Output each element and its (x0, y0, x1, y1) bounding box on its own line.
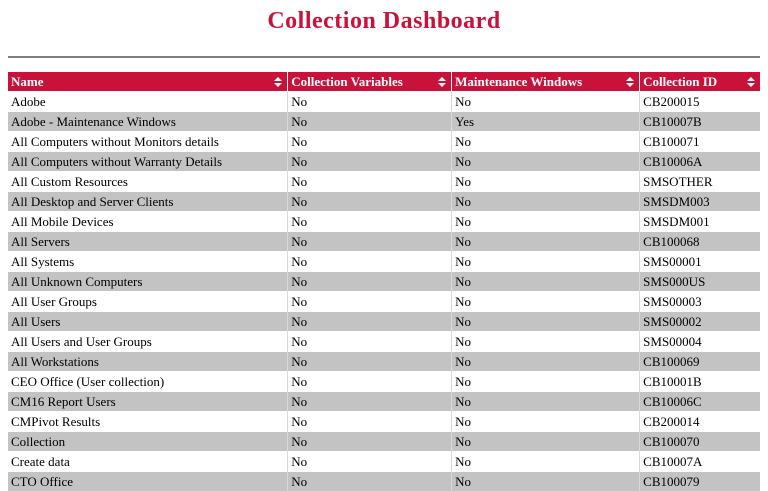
cell-collection-variables: No (288, 132, 452, 152)
cell-collection-id: SMS00002 (640, 312, 760, 332)
table-row (8, 292, 760, 312)
cell-collection-variables: No (288, 152, 452, 172)
table-row (8, 432, 760, 452)
cell-name: CMPivot Results (8, 412, 288, 432)
cell-maintenance-windows: No (452, 132, 640, 152)
cell-collection-id: CB10007B (640, 112, 760, 132)
cell-collection-variables: No (288, 392, 452, 412)
table-row (8, 112, 760, 132)
table-row (8, 132, 760, 152)
column-header-label: Collection Variables (291, 74, 403, 89)
table-row (8, 172, 760, 192)
table-body (8, 92, 760, 491)
cell-maintenance-windows: No (452, 352, 640, 372)
column-header-collection-variables[interactable] (288, 72, 452, 92)
cell-collection-variables: No (288, 92, 452, 112)
cell-name: CEO Office (User collection) (8, 372, 288, 392)
cell-collection-variables: No (288, 272, 452, 292)
cell-collection-variables: No (288, 432, 452, 452)
cell-collection-id: CB200014 (640, 412, 760, 432)
cell-name: Adobe - Maintenance Windows (8, 112, 288, 132)
cell-maintenance-windows: No (452, 152, 640, 172)
cell-collection-variables: No (288, 352, 452, 372)
cell-maintenance-windows: Yes (452, 112, 640, 132)
cell-name: Collection (8, 432, 288, 452)
cell-name: CTO Office (8, 472, 288, 491)
table-row (8, 452, 760, 472)
cell-maintenance-windows: No (452, 232, 640, 252)
sort-updown-icon[interactable] (274, 77, 282, 87)
cell-collection-variables: No (288, 172, 452, 192)
table-row (8, 192, 760, 212)
table-row (8, 372, 760, 392)
column-header-label: Collection ID (643, 74, 717, 89)
sort-updown-icon[interactable] (747, 77, 755, 87)
cell-collection-id: CB100070 (640, 432, 760, 452)
cell-collection-variables: No (288, 232, 452, 252)
cell-name: All Users and User Groups (8, 332, 288, 352)
table-row (8, 212, 760, 232)
cell-collection-id: SMSDM001 (640, 212, 760, 232)
table-row (8, 272, 760, 292)
cell-collection-id: CB200015 (640, 92, 760, 112)
cell-maintenance-windows: No (452, 92, 640, 112)
table-row (8, 412, 760, 432)
cell-name: All Computers without Warranty Details (8, 152, 288, 172)
column-header-collection-id[interactable] (640, 72, 760, 92)
collections-table (8, 72, 760, 491)
column-header-label: Maintenance Windows (455, 74, 582, 89)
table-row (8, 472, 760, 491)
cell-maintenance-windows: No (452, 252, 640, 272)
cell-collection-variables: No (288, 372, 452, 392)
table-row (8, 252, 760, 272)
cell-maintenance-windows: No (452, 472, 640, 491)
cell-collection-variables: No (288, 472, 452, 491)
table-row (8, 392, 760, 412)
table-row (8, 232, 760, 252)
cell-name: All Users (8, 312, 288, 332)
cell-collection-id: SMS00001 (640, 252, 760, 272)
table-header (8, 72, 760, 92)
cell-name: All Custom Resources (8, 172, 288, 192)
horizontal-rule (8, 56, 760, 58)
cell-name: Adobe (8, 92, 288, 112)
cell-maintenance-windows: No (452, 172, 640, 192)
cell-collection-id: CB10001B (640, 372, 760, 392)
table-row (8, 352, 760, 372)
table-row (8, 312, 760, 332)
cell-collection-id: CB100079 (640, 472, 760, 491)
cell-collection-id: CB100069 (640, 352, 760, 372)
cell-maintenance-windows: No (452, 432, 640, 452)
cell-name: All Systems (8, 252, 288, 272)
column-header-name[interactable] (8, 72, 288, 92)
cell-maintenance-windows: No (452, 392, 640, 412)
cell-collection-id: CB10007A (640, 452, 760, 472)
cell-name: All Mobile Devices (8, 212, 288, 232)
cell-name: All Workstations (8, 352, 288, 372)
header-row (8, 72, 760, 92)
cell-name: All Computers without Monitors details (8, 132, 288, 152)
cell-collection-id: SMSOTHER (640, 172, 760, 192)
cell-name: CM16 Report Users (8, 392, 288, 412)
cell-collection-id: CB100071 (640, 132, 760, 152)
cell-collection-id: CB10006C (640, 392, 760, 412)
cell-name: All User Groups (8, 292, 288, 312)
cell-maintenance-windows: No (452, 192, 640, 212)
cell-maintenance-windows: No (452, 312, 640, 332)
cell-collection-variables: No (288, 412, 452, 432)
cell-collection-variables: No (288, 292, 452, 312)
sort-updown-icon[interactable] (626, 77, 634, 87)
cell-name: All Desktop and Server Clients (8, 192, 288, 212)
cell-collection-id: SMS00004 (640, 332, 760, 352)
cell-maintenance-windows: No (452, 292, 640, 312)
cell-maintenance-windows: No (452, 452, 640, 472)
cell-collection-variables: No (288, 192, 452, 212)
cell-maintenance-windows: No (452, 212, 640, 232)
cell-name: All Servers (8, 232, 288, 252)
cell-name: Create data (8, 452, 288, 472)
page-title: Collection Dashboard (8, 8, 760, 35)
cell-collection-variables: No (288, 112, 452, 132)
column-header-maintenance-windows[interactable] (452, 72, 640, 92)
cell-collection-variables: No (288, 252, 452, 272)
cell-collection-variables: No (288, 452, 452, 472)
table-row (8, 152, 760, 172)
table-row (8, 92, 760, 112)
cell-maintenance-windows: No (452, 332, 640, 352)
cell-maintenance-windows: No (452, 272, 640, 292)
cell-collection-id: SMS000US (640, 272, 760, 292)
cell-collection-variables: No (288, 312, 452, 332)
column-header-label: Name (11, 74, 44, 89)
cell-maintenance-windows: No (452, 412, 640, 432)
cell-collection-variables: No (288, 212, 452, 232)
cell-collection-id: SMS00003 (640, 292, 760, 312)
sort-updown-icon[interactable] (438, 77, 446, 87)
cell-maintenance-windows: No (452, 372, 640, 392)
table-row (8, 332, 760, 352)
cell-collection-variables: No (288, 332, 452, 352)
cell-collection-id: SMSDM003 (640, 192, 760, 212)
cell-name: All Unknown Computers (8, 272, 288, 292)
cell-collection-id: CB100068 (640, 232, 760, 252)
cell-collection-id: CB10006A (640, 152, 760, 172)
